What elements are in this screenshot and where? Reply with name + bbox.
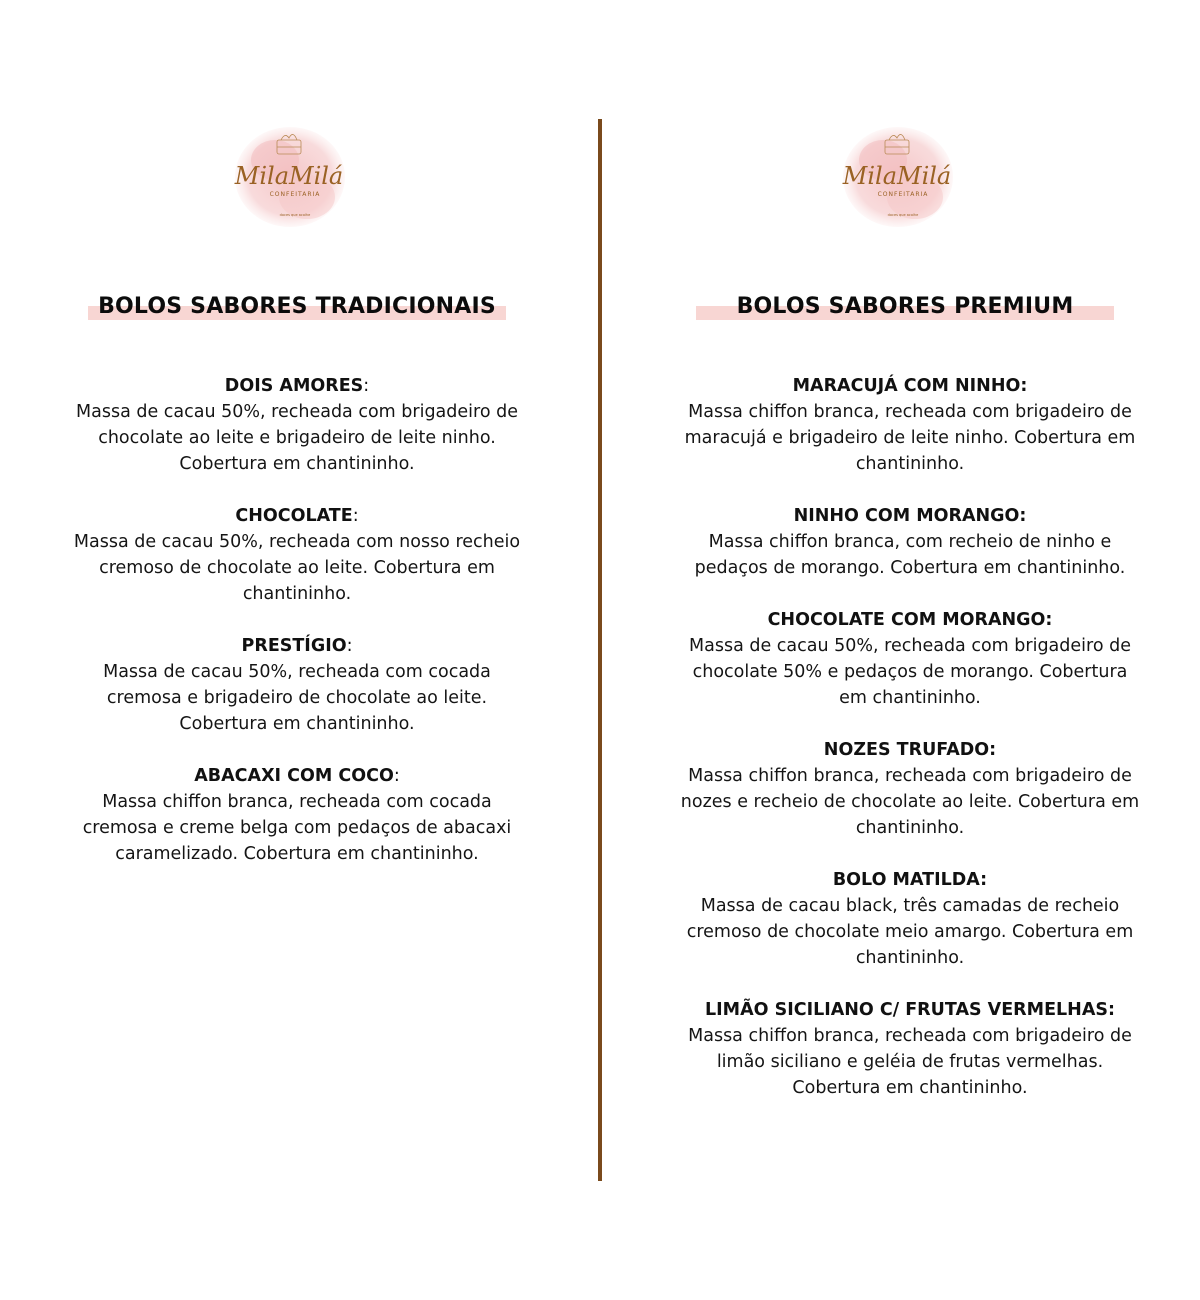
flavor-name (67, 373, 527, 399)
logo-subtitle: CONFEITARIA (269, 191, 321, 198)
logo-tagline: doces que acolhe (887, 213, 919, 217)
flavor-item (67, 503, 527, 607)
flavor-name: CHOCOLATE COM MORANGO: (767, 610, 1053, 630)
flavor-item (680, 503, 1140, 581)
flavor-description: Massa de cacau black, três camadas de recheio cremoso de chocolate meio amargo. Cobertura em chantininho. (686, 896, 1134, 968)
flavor-item (67, 633, 527, 737)
flavor-description: Massa de cacau 50%, recheada com nosso recheio cremoso de chocolate ao leite. Cobertura em chantininho. (73, 532, 521, 604)
center-divider (598, 119, 602, 1181)
logo-icon (227, 122, 357, 237)
flavor-description: Massa de cacau 50%, recheada com cocada cremosa e brigadeiro de chocolate ao leite. Cobertura em chantininho. (103, 662, 491, 734)
flavor-item (680, 867, 1140, 971)
flavor-name: NINHO COM MORANGO: (793, 506, 1027, 526)
logo-icon (835, 122, 965, 237)
logo-tagline: doces que acolhe (279, 213, 311, 217)
brand-logo (227, 122, 357, 237)
flavor-name-text: PRESTÍGIO (241, 636, 347, 656)
flavor-name (67, 633, 527, 659)
section-title-premium (696, 289, 1114, 325)
flavor-name-colon: : (346, 636, 353, 656)
flavor-name (67, 503, 527, 529)
flavor-description: Massa chiffon branca, recheada com brigadeiro de maracujá e brigadeiro de leite ninho. Cobertura em chantininho. (684, 402, 1136, 474)
section-title-traditional (88, 289, 506, 325)
logo-brand-text: MilaMilá (234, 162, 344, 190)
section-title-text: BOLOS SABORES PREMIUM (736, 294, 1074, 319)
flavor-item (67, 373, 527, 477)
flavor-item (680, 997, 1140, 1101)
flavor-name-colon: : (393, 766, 400, 786)
flavor-item (680, 607, 1140, 711)
flavor-description: Massa de cacau 50%, recheada com brigadeiro de chocolate ao leite e brigadeiro de leite ninho. Cobertura em chantininho. (76, 402, 518, 474)
flavor-name: BOLO MATILDA: (832, 870, 988, 890)
flavor-name-colon: : (363, 376, 370, 396)
flavor-name-text: CHOCOLATE (235, 506, 353, 526)
flavor-description: Massa chiffon branca, recheada com cocada cremosa e creme belga com pedaços de abacaxi caramelizado. Cobertura em chantininho. (82, 792, 512, 864)
flavor-list-premium (680, 373, 1140, 1127)
flavor-description: Massa chiffon branca, recheada com brigadeiro de limão siciliano e geléia de frutas vermelhas. Cobertura em chantininho. (688, 1026, 1132, 1098)
flavor-name: NOZES TRUFADO: (823, 740, 997, 760)
logo-subtitle: CONFEITARIA (877, 191, 929, 198)
flavor-name-text: DOIS AMORES (224, 376, 364, 396)
flavor-name: LIMÃO SICILIANO C/ FRUTAS VERMELHAS: (705, 1000, 1115, 1020)
brand-logo (835, 122, 965, 237)
flavor-name (67, 763, 527, 789)
logo-brand-text: MilaMilá (842, 162, 952, 190)
flavor-name-colon: : (352, 506, 359, 526)
flavor-list-traditional (67, 373, 527, 893)
section-title-text: BOLOS SABORES TRADICIONAIS (98, 294, 496, 319)
flavor-description: Massa chiffon branca, recheada com brigadeiro de nozes e recheio de chocolate ao leite. Cobertura em chantininho. (680, 766, 1140, 838)
flavor-item (680, 373, 1140, 477)
flavor-item (680, 737, 1140, 841)
flavor-item (67, 763, 527, 867)
flavor-description: Massa chiffon branca, com recheio de ninho e pedaços de morango. Cobertura em chantininho. (694, 532, 1126, 578)
flavor-description: Massa de cacau 50%, recheada com brigadeiro de chocolate 50% e pedaços de morango. Cobertura em chantininho. (689, 636, 1131, 708)
flavor-name: MARACUJÁ COM NINHO: (792, 376, 1028, 396)
flavor-name-text: ABACAXI COM COCO (194, 766, 394, 786)
